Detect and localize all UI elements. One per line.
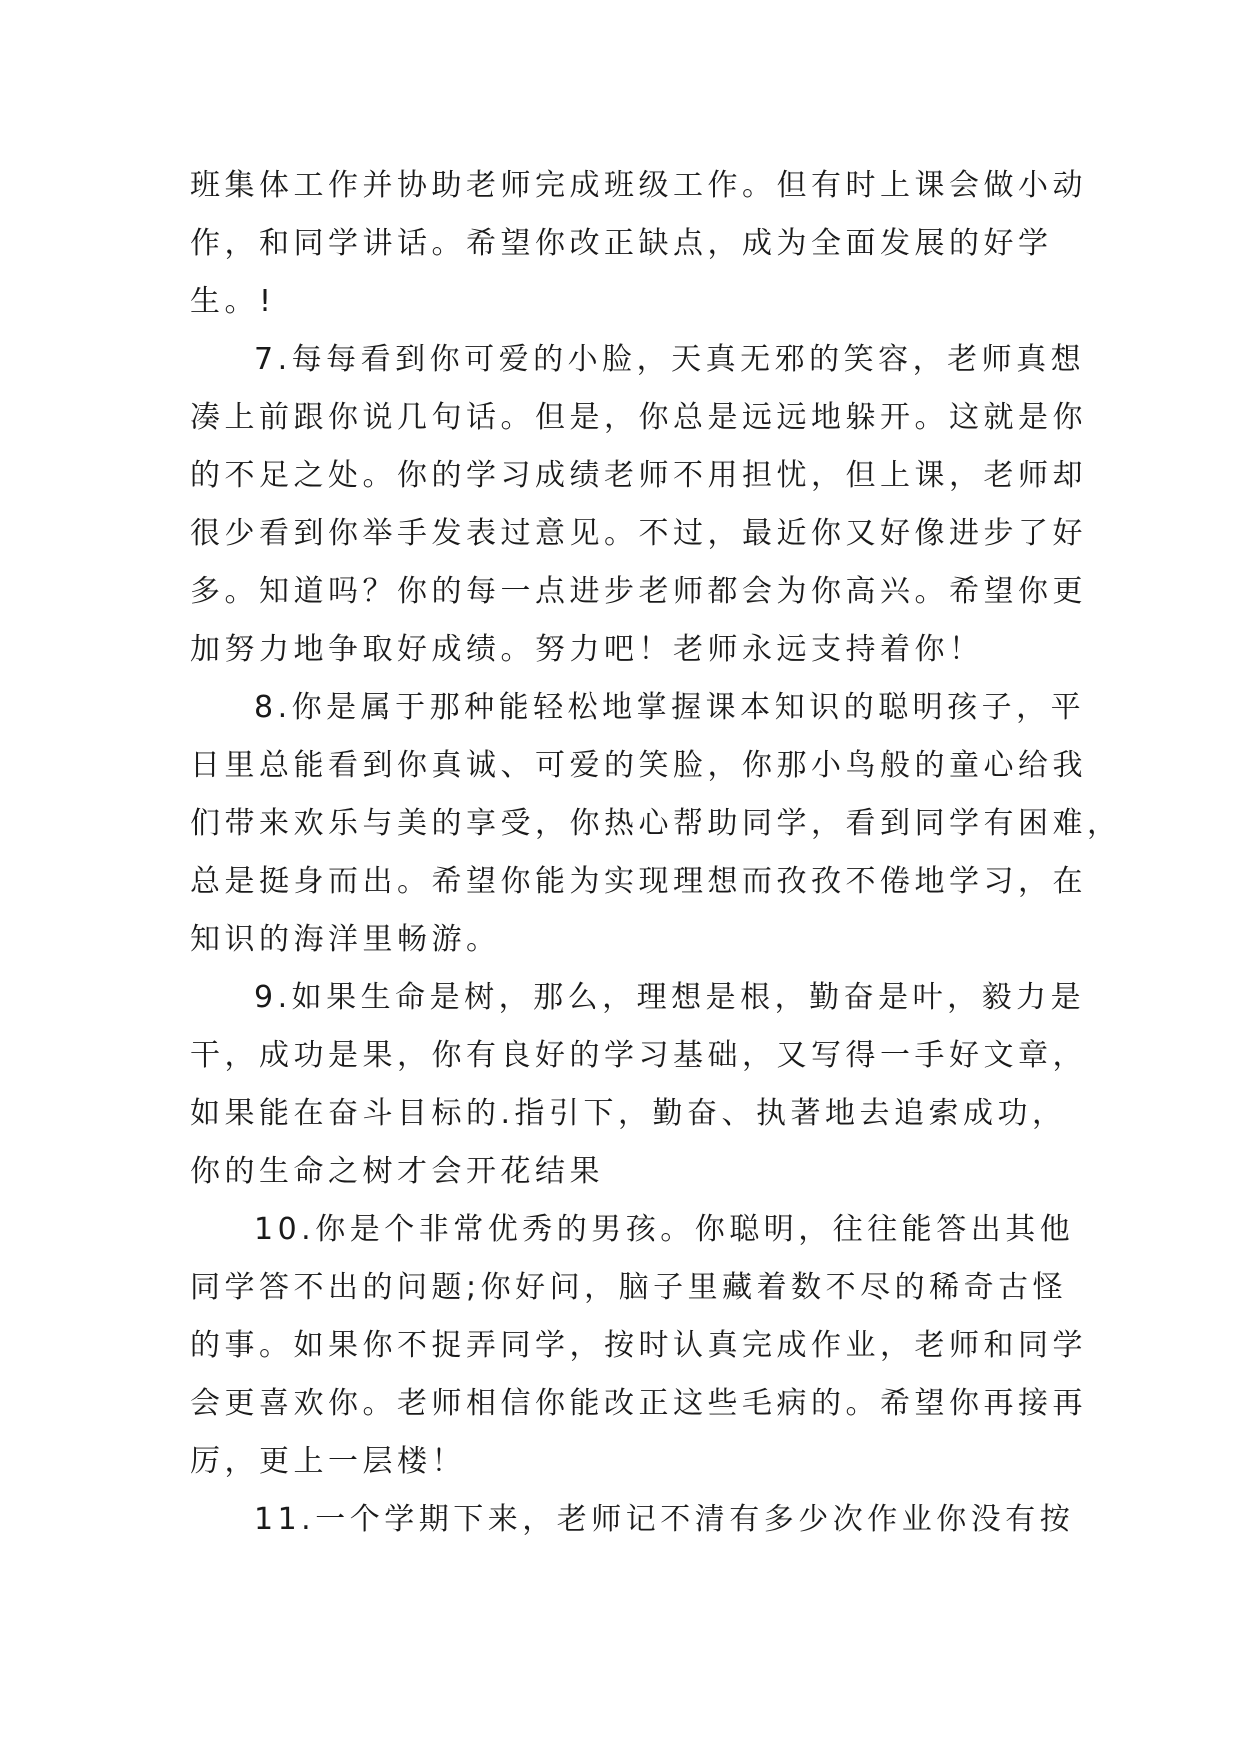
text-line: 作，和同学讲话。希望你改正缺点，成为全面发展的好学: [190, 226, 1053, 261]
text-line: 你的生命之树才会开花结果: [190, 1154, 604, 1189]
text-line: 知识的海洋里畅游。: [190, 922, 501, 957]
paragraph-10-first-line: 10.你是个非常优秀的男孩。你聪明，往往能答出其他: [254, 1212, 1075, 1247]
text-line: 们带来欢乐与美的享受，你热心帮助同学，看到同学有困难，: [190, 806, 1122, 841]
paragraph-9-first-line: 9.如果生命是树，那么，理想是根，勤奋是叶，毅力是: [254, 980, 1086, 1015]
paragraph-7-first-line: 7.每每看到你可爱的小脸，天真无邪的笑容，老师真想: [254, 342, 1086, 377]
text-line: 生。!: [190, 284, 276, 319]
text-line: 会更喜欢你。老师相信你能改正这些毛病的。希望你再接再: [190, 1386, 1087, 1421]
text-line: 多。知道吗？你的每一点进步老师都会为你高兴。希望你更: [190, 574, 1087, 609]
paragraph-8-first-line: 8.你是属于那种能轻松地掌握课本知识的聪明孩子，平: [254, 690, 1086, 725]
text-line: 的不足之处。你的学习成绩老师不用担忧，但上课，老师却: [190, 458, 1087, 493]
text-line: 干，成功是果，你有良好的学习基础，又写得一手好文章，: [190, 1038, 1087, 1073]
text-line: 很少看到你举手发表过意见。不过，最近你又好像进步了好: [190, 516, 1087, 551]
text-line: 班集体工作并协助老师完成班级工作。但有时上课会做小动: [190, 168, 1087, 203]
text-line: 总是挺身而出。希望你能为实现理想而孜孜不倦地学习，在: [190, 864, 1087, 899]
text-line: 凑上前跟你说几句话。但是，你总是远远地躲开。这就是你: [190, 400, 1087, 435]
text-line: 厉，更上一层楼！: [190, 1444, 466, 1479]
text-line: 日里总能看到你真诚、可爱的笑脸，你那小鸟般的童心给我: [190, 748, 1087, 783]
text-line: 加努力地争取好成绩。努力吧！老师永远支持着你！: [190, 632, 984, 667]
text-line: 同学答不出的问题;你好问，脑子里藏着数不尽的稀奇古怪: [190, 1270, 1068, 1305]
paragraph-11-first-line: 11.一个学期下来，老师记不清有多少次作业你没有按: [254, 1502, 1075, 1537]
text-line: 的事。如果你不捉弄同学，按时认真完成作业，老师和同学: [190, 1328, 1087, 1363]
text-line: 如果能在奋斗目标的.指引下，勤奋、执著地去追索成功，: [190, 1096, 1067, 1131]
